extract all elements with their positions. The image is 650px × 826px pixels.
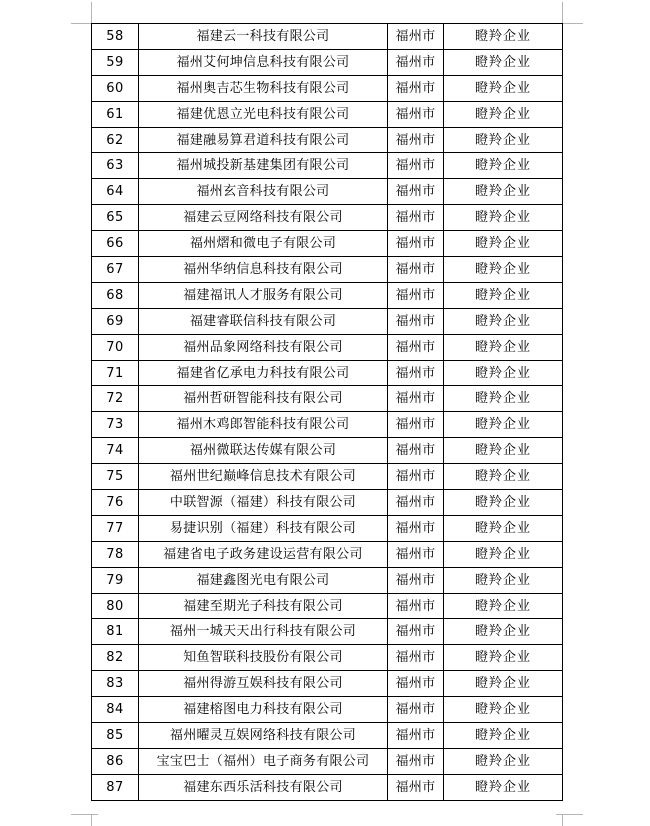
- company-table: [91, 23, 563, 801]
- table-row: [92, 645, 563, 671]
- table-row: [92, 205, 563, 231]
- enterprise-type-cell: 瞪羚企业: [444, 515, 563, 541]
- enterprise-type-cell: 瞪羚企业: [444, 619, 563, 645]
- margin-crop-mark-bottom-left-horizontal: [71, 814, 98, 815]
- row-number-cell: 75: [92, 464, 139, 490]
- company-name-cell: 福建榕图电力科技有限公司: [139, 697, 388, 723]
- table-row: [92, 386, 563, 412]
- row-number-cell: 79: [92, 567, 139, 593]
- row-number-cell: 81: [92, 619, 139, 645]
- city-cell: 福州市: [388, 179, 444, 205]
- table-row: [92, 24, 563, 50]
- enterprise-type-cell: 瞪羚企业: [444, 671, 563, 697]
- row-number-cell: 80: [92, 593, 139, 619]
- table-row: [92, 282, 563, 308]
- company-name-cell: 福州品象网络科技有限公司: [139, 334, 388, 360]
- enterprise-type-cell: 瞪羚企业: [444, 101, 563, 127]
- city-cell: 福州市: [388, 515, 444, 541]
- city-cell: 福州市: [388, 671, 444, 697]
- row-number-cell: 78: [92, 541, 139, 567]
- company-name-cell: 福建睿联信科技有限公司: [139, 308, 388, 334]
- row-number-cell: 76: [92, 490, 139, 516]
- company-name-cell: 福建融易算君道科技有限公司: [139, 127, 388, 153]
- table-row: [92, 153, 563, 179]
- enterprise-type-cell: 瞪羚企业: [444, 697, 563, 723]
- enterprise-type-cell: 瞪羚企业: [444, 723, 563, 749]
- row-number-cell: 63: [92, 153, 139, 179]
- row-number-cell: 74: [92, 438, 139, 464]
- row-number-cell: 87: [92, 774, 139, 800]
- row-number-cell: 61: [92, 101, 139, 127]
- row-number-cell: 86: [92, 748, 139, 774]
- enterprise-type-cell: 瞪羚企业: [444, 412, 563, 438]
- city-cell: 福州市: [388, 127, 444, 153]
- table-row: [92, 464, 563, 490]
- row-number-cell: 64: [92, 179, 139, 205]
- table-row: [92, 412, 563, 438]
- city-cell: 福州市: [388, 593, 444, 619]
- city-cell: 福州市: [388, 205, 444, 231]
- city-cell: 福州市: [388, 308, 444, 334]
- table-row: [92, 541, 563, 567]
- city-cell: 福州市: [388, 412, 444, 438]
- table-row: [92, 231, 563, 257]
- city-cell: 福州市: [388, 386, 444, 412]
- company-name-cell: 福州一城天天出行科技有限公司: [139, 619, 388, 645]
- margin-crop-mark-bottom-right-vertical: [562, 815, 563, 826]
- row-number-cell: 85: [92, 723, 139, 749]
- table-row: [92, 438, 563, 464]
- city-cell: 福州市: [388, 748, 444, 774]
- row-number-cell: 73: [92, 412, 139, 438]
- row-number-cell: 62: [92, 127, 139, 153]
- margin-crop-mark-bottom-left-vertical: [91, 815, 92, 826]
- row-number-cell: 59: [92, 49, 139, 75]
- company-name-cell: 福州世纪巅峰信息技术有限公司: [139, 464, 388, 490]
- table-row: [92, 774, 563, 800]
- company-name-cell: 易捷识别（福建）科技有限公司: [139, 515, 388, 541]
- enterprise-type-cell: 瞪羚企业: [444, 774, 563, 800]
- city-cell: 福州市: [388, 257, 444, 283]
- company-name-cell: 福州华纳信息科技有限公司: [139, 257, 388, 283]
- enterprise-type-cell: 瞪羚企业: [444, 24, 563, 50]
- enterprise-type-cell: 瞪羚企业: [444, 205, 563, 231]
- company-name-cell: 知鱼智联科技股份有限公司: [139, 645, 388, 671]
- table-row: [92, 101, 563, 127]
- company-name-cell: 福州微联达传媒有限公司: [139, 438, 388, 464]
- table-row: [92, 49, 563, 75]
- company-name-cell: 福建云一科技有限公司: [139, 24, 388, 50]
- table-row: [92, 515, 563, 541]
- city-cell: 福州市: [388, 231, 444, 257]
- enterprise-type-cell: 瞪羚企业: [444, 308, 563, 334]
- enterprise-type-cell: 瞪羚企业: [444, 464, 563, 490]
- company-name-cell: 福州艾何坤信息科技有限公司: [139, 49, 388, 75]
- row-number-cell: 77: [92, 515, 139, 541]
- enterprise-type-cell: 瞪羚企业: [444, 490, 563, 516]
- row-number-cell: 58: [92, 24, 139, 50]
- row-number-cell: 82: [92, 645, 139, 671]
- company-name-cell: 福建云豆网络科技有限公司: [139, 205, 388, 231]
- city-cell: 福州市: [388, 360, 444, 386]
- enterprise-type-cell: 瞪羚企业: [444, 645, 563, 671]
- city-cell: 福州市: [388, 567, 444, 593]
- city-cell: 福州市: [388, 541, 444, 567]
- city-cell: 福州市: [388, 101, 444, 127]
- company-name-cell: 福州曜灵互娱网络科技有限公司: [139, 723, 388, 749]
- row-number-cell: 60: [92, 75, 139, 101]
- row-number-cell: 72: [92, 386, 139, 412]
- enterprise-type-cell: 瞪羚企业: [444, 748, 563, 774]
- table-row: [92, 360, 563, 386]
- company-name-cell: 福建优恩立光电科技有限公司: [139, 101, 388, 127]
- row-number-cell: 83: [92, 671, 139, 697]
- enterprise-type-cell: 瞪羚企业: [444, 75, 563, 101]
- company-name-cell: 福州奥吉芯生物科技有限公司: [139, 75, 388, 101]
- margin-crop-mark-top-right-vertical: [562, 2, 563, 23]
- city-cell: 福州市: [388, 438, 444, 464]
- enterprise-type-cell: 瞪羚企业: [444, 593, 563, 619]
- company-name-cell: 福州熠和微电子有限公司: [139, 231, 388, 257]
- enterprise-type-cell: 瞪羚企业: [444, 231, 563, 257]
- table-row: [92, 490, 563, 516]
- company-name-cell: 福建东西乐活科技有限公司: [139, 774, 388, 800]
- table-row: [92, 308, 563, 334]
- company-name-cell: 福建鑫图光电有限公司: [139, 567, 388, 593]
- company-name-cell: 福建福讯人才服务有限公司: [139, 282, 388, 308]
- enterprise-type-cell: 瞪羚企业: [444, 257, 563, 283]
- row-number-cell: 71: [92, 360, 139, 386]
- enterprise-type-cell: 瞪羚企业: [444, 438, 563, 464]
- table-row: [92, 671, 563, 697]
- company-name-cell: 福州城投新基建集团有限公司: [139, 153, 388, 179]
- city-cell: 福州市: [388, 464, 444, 490]
- table-row: [92, 723, 563, 749]
- table-row: [92, 257, 563, 283]
- row-number-cell: 66: [92, 231, 139, 257]
- row-number-cell: 70: [92, 334, 139, 360]
- table-row: [92, 593, 563, 619]
- enterprise-type-cell: 瞪羚企业: [444, 282, 563, 308]
- enterprise-type-cell: 瞪羚企业: [444, 179, 563, 205]
- city-cell: 福州市: [388, 49, 444, 75]
- enterprise-type-cell: 瞪羚企业: [444, 334, 563, 360]
- row-number-cell: 67: [92, 257, 139, 283]
- enterprise-type-cell: 瞪羚企业: [444, 153, 563, 179]
- city-cell: 福州市: [388, 24, 444, 50]
- enterprise-type-cell: 瞪羚企业: [444, 360, 563, 386]
- table-row: [92, 334, 563, 360]
- table-row: [92, 179, 563, 205]
- city-cell: 福州市: [388, 334, 444, 360]
- table-row: [92, 748, 563, 774]
- company-name-cell: 中联智源（福建）科技有限公司: [139, 490, 388, 516]
- company-name-cell: 福州玄音科技有限公司: [139, 179, 388, 205]
- city-cell: 福州市: [388, 619, 444, 645]
- row-number-cell: 68: [92, 282, 139, 308]
- table-row: [92, 127, 563, 153]
- row-number-cell: 69: [92, 308, 139, 334]
- table-row: [92, 697, 563, 723]
- enterprise-type-cell: 瞪羚企业: [444, 49, 563, 75]
- company-name-cell: 福州得游互娱科技有限公司: [139, 671, 388, 697]
- company-name-cell: 福州哲研智能科技有限公司: [139, 386, 388, 412]
- margin-crop-mark-top-left-vertical: [91, 2, 92, 23]
- city-cell: 福州市: [388, 490, 444, 516]
- company-name-cell: 宝宝巴士（福州）电子商务有限公司: [139, 748, 388, 774]
- company-name-cell: 福建省电子政务建设运营有限公司: [139, 541, 388, 567]
- city-cell: 福州市: [388, 645, 444, 671]
- city-cell: 福州市: [388, 723, 444, 749]
- table-row: [92, 619, 563, 645]
- enterprise-type-cell: 瞪羚企业: [444, 386, 563, 412]
- city-cell: 福州市: [388, 697, 444, 723]
- table-row: [92, 75, 563, 101]
- row-number-cell: 84: [92, 697, 139, 723]
- margin-crop-mark-bottom-right-horizontal: [556, 814, 583, 815]
- city-cell: 福州市: [388, 153, 444, 179]
- enterprise-type-cell: 瞪羚企业: [444, 541, 563, 567]
- city-cell: 福州市: [388, 75, 444, 101]
- enterprise-type-cell: 瞪羚企业: [444, 567, 563, 593]
- city-cell: 福州市: [388, 774, 444, 800]
- row-number-cell: 65: [92, 205, 139, 231]
- enterprise-type-cell: 瞪羚企业: [444, 127, 563, 153]
- table-row: [92, 567, 563, 593]
- company-name-cell: 福州木鸡郎智能科技有限公司: [139, 412, 388, 438]
- city-cell: 福州市: [388, 282, 444, 308]
- company-name-cell: 福建至期光子科技有限公司: [139, 593, 388, 619]
- company-name-cell: 福建省亿承电力科技有限公司: [139, 360, 388, 386]
